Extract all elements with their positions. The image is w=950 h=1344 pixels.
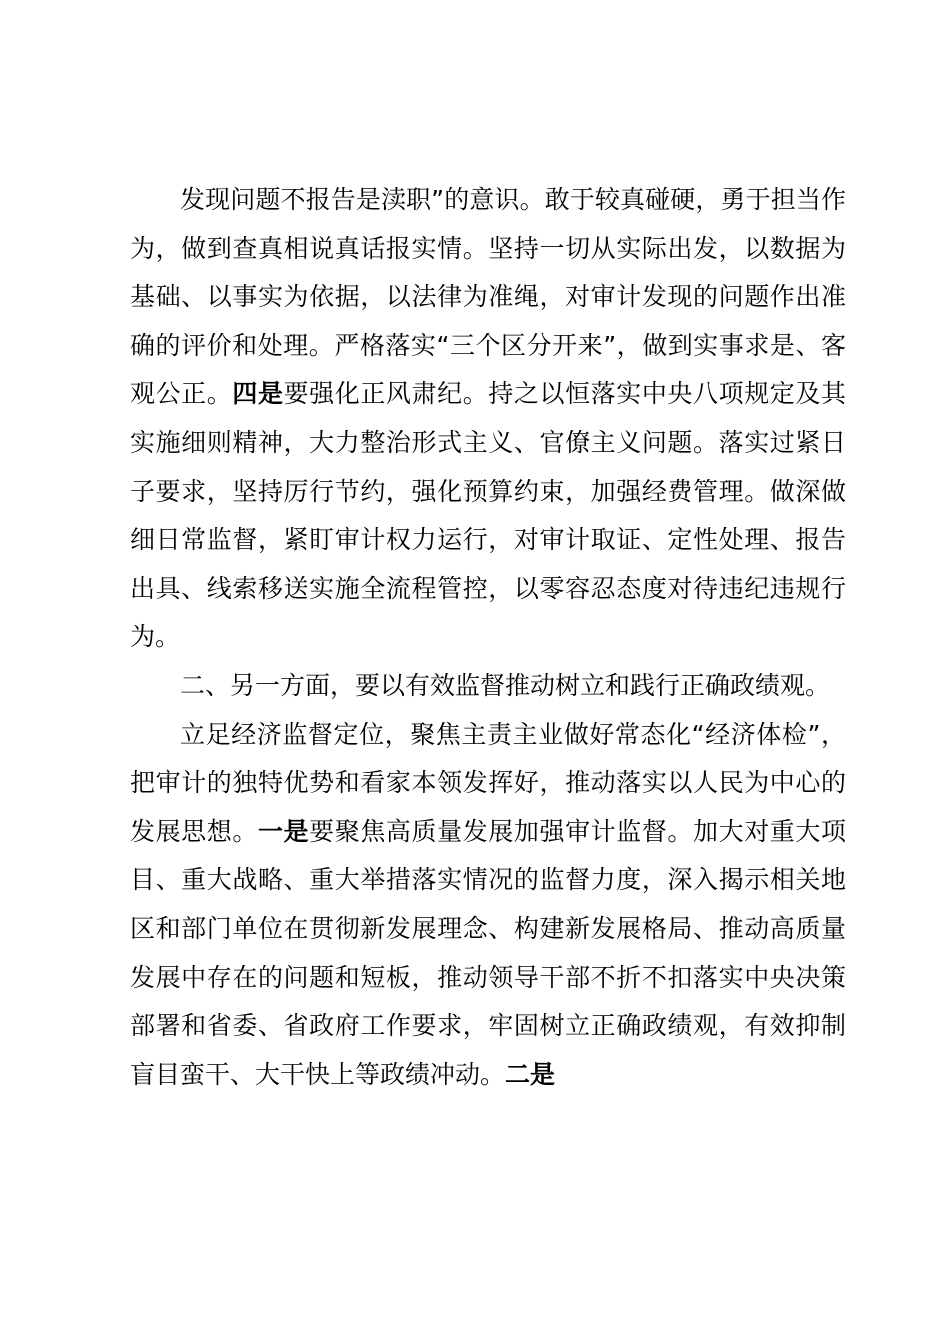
paragraph-3-text-1: 立足经济监督定位，聚焦主责主业做好常态化“经济体检”，把审计的独特优势和看家本领发挥好，推动落实以人民为中心的发展思想。 (130, 719, 846, 846)
paragraph-3-text-2: 要聚焦高质量发展加强审计监督。加大对重大项目、重大战略、重大举措落实情况的监督力度，深入揭示相关地区和部门单位在贯彻新发展理念、构建新发展格局、推动高质量发展中存在的问题和短板，推动领导干部不折不扣落实中央决策部署和省委、省政府工作要求，牢固树立正确政绩观，有效抑制盲目蛮干、大干快上等政绩冲动。 (130, 816, 846, 1089)
paragraph-2-heading (130, 662, 846, 711)
paragraph-1 (130, 176, 846, 662)
paragraph-3 (130, 711, 846, 1100)
paragraph-1-marker-si-shi: 四是 (232, 379, 284, 409)
paragraph-2-text: 二、另一方面，要以有效监督推动树立和践行正确政绩观。 (180, 670, 831, 700)
paragraph-1-text-1: 发现问题不报告是渎职”的意识。敢于较真碰硬，勇于担当作为，做到查真相说真话报实情。坚持一切从实际出发，以数据为基础、以事实为依据，以法律为准绳，对审计发现的问题作出准确的评价和处理。严格落实“三个区分开来”，做到实事求是、客观公正。 (130, 185, 846, 409)
paragraph-3-marker-yi-shi: 一是 (257, 816, 310, 846)
document-body (130, 176, 846, 1099)
paragraph-1-text-2: 要强化正风肃纪。持之以恒落实中央八项规定及其实施细则精神，大力整治形式主义、官僚主义问题。落实过紧日子要求，坚持厉行节约，强化预算约束，加强经费管理。做深做细日常监督，紧盯审计权力运行，对审计取证、定性处理、报告出具、线索移送实施全流程管控，以零容忍态度对待违纪违规行为。 (130, 379, 846, 652)
paragraph-3-marker-er-shi: 二是 (505, 1059, 556, 1089)
